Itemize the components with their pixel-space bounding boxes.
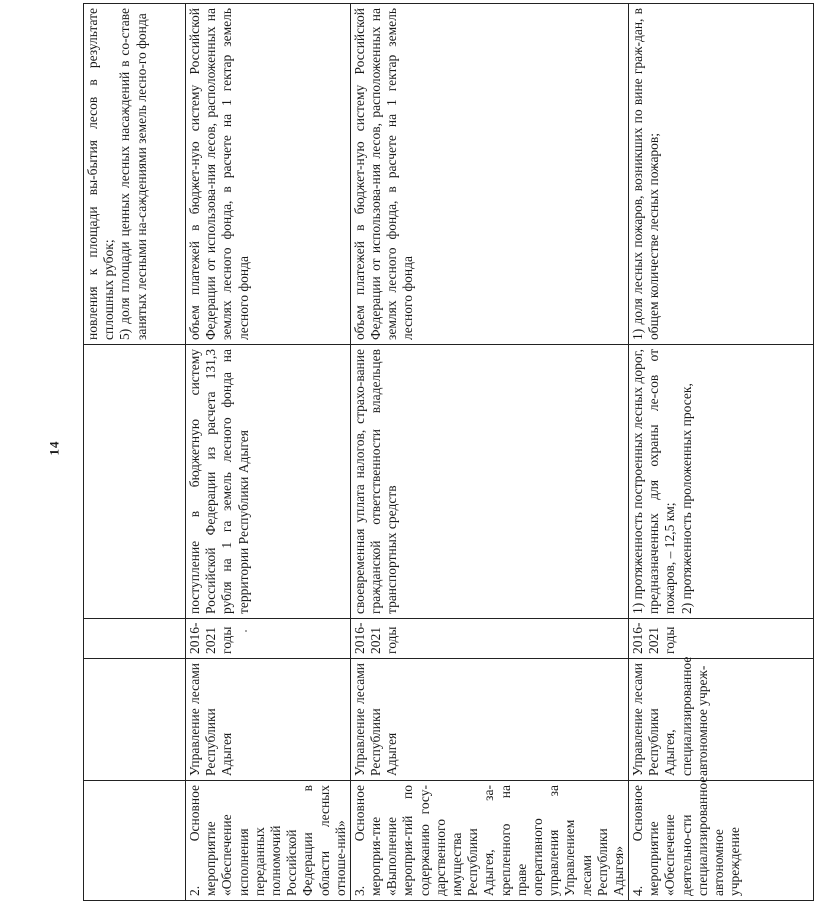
event-cell: 2. Основное мероприятие «Обеспечение исполнения переданных полномочий Российской Федерации в области лесных отноше-ний» xyxy=(186,781,351,901)
result-cell xyxy=(84,345,186,619)
indicators-cell: новления к площади вы-бытия лесов в результате сплошных рубок; 5) доля площади ценных лесных насаждений в со-ставе занятых лесными на-саждениями земель лесно-го фонда xyxy=(84,4,186,345)
executor-cell: Управление лесами Республики Адыгея xyxy=(350,659,628,781)
executor-cell: Управление лесами Республики Адыгея xyxy=(186,659,351,781)
event-cell: 4. Основное мероприятие «Обеспечение деятельно-сти специализированное автономное учреждение xyxy=(629,781,814,901)
rotated-page-content xyxy=(83,4,743,901)
table-row xyxy=(629,4,814,901)
indicators-cell: 1) доля лесных пожаров, возникших по вине граж-дан, в общем количестве лесных пожаров; xyxy=(629,4,814,345)
table-row xyxy=(186,4,351,901)
event-cell xyxy=(84,781,186,901)
page-number: 14 xyxy=(46,440,62,456)
indicators-cell: объем платежей в бюджет-ную систему Российской Федерации от использова-ния лесов, расположенных на землях лесного фонда, в расчете на 1 гектар земель лесного фонда xyxy=(186,4,351,345)
years-cell: 2016-2021 годы xyxy=(629,619,814,659)
result-cell: своевременная уплата налогов, страхо-вание гражданской ответственности владельцев транспортных средств xyxy=(350,345,628,619)
table-row xyxy=(84,4,186,901)
years-cell: 2016-2021 годы xyxy=(186,619,351,659)
result-cell: поступление в бюджетную систему Российской Федерации из расчета 131,3 рубля на 1 га земель лесного фонда на территории Республики Адыгея xyxy=(186,345,351,619)
years-cell: 2016-2021 годы xyxy=(350,619,628,659)
executor-cell: Управление лесами Республики Адыгея, специализированное автономное учреж- xyxy=(629,659,814,781)
event-cell: 3. Основное мероприя-тие «Выполнение мероприя-тий по содержанию госу-дарственного имущества Республики Адыгея, за-крепленного на праве оперативного управления за Управлением лесами Республики Адыгея» xyxy=(350,781,628,901)
years-cell xyxy=(84,619,186,659)
indicators-cell: объем платежей в бюджет-ную систему Российской Федерации от использова-ния лесов, расположенных на землях лесного фонда, в расчете на 1 гектар земель лесного фонда xyxy=(350,4,628,345)
result-cell: 1) протяженность построенных лесных дорог, предназначенных для охраны ле-сов от пожаров, – 12,5 км; 2) протяженность проложенных просек, xyxy=(629,345,814,619)
program-events-table xyxy=(83,3,814,901)
executor-cell xyxy=(84,659,186,781)
table-row xyxy=(350,4,628,901)
